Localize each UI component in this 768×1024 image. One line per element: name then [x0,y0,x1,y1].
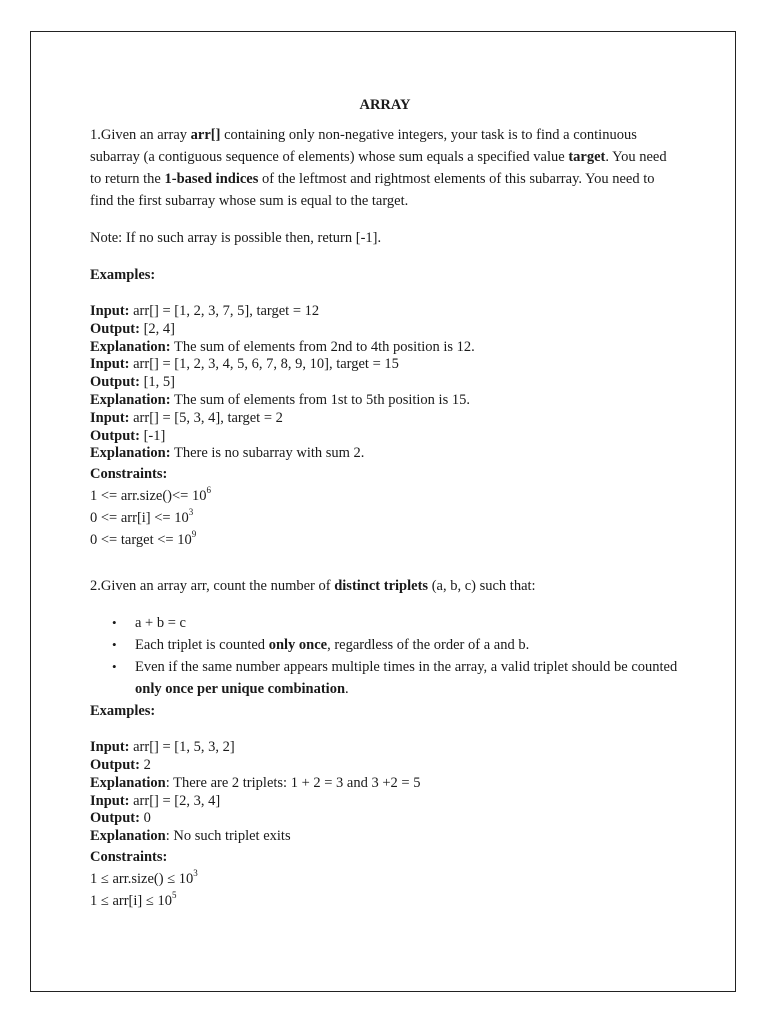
q1-constraints-heading-text: Constraints: [90,466,168,483]
example-label: Output: [90,374,140,391]
example-label: Output: [90,756,140,773]
constraint-text: 1 ≤ arr.size() ≤ 10 [90,870,194,887]
bullet-icon: • [112,637,117,653]
example-label: Input: [90,739,130,756]
q2-statement [90,575,680,597]
constraint-line [90,868,680,890]
q1-text-1: 1.Given an array [90,127,191,143]
example-line [90,445,680,463]
example-line [90,410,680,428]
example-line [90,428,680,446]
example-line [90,374,680,392]
q1-statement [90,124,680,212]
q1-note: Note: If no such array is possible then, return [-1]. [90,230,382,246]
document-body [90,96,680,912]
constraint-exponent: 6 [206,485,211,496]
example-text: 2 [139,756,151,773]
constraint-text: 1 <= arr.size()<= 10 [90,488,207,505]
bullet-bold: only once per unique combination [135,681,346,698]
list-item [90,656,680,700]
example-label: Output: [90,810,140,827]
example-label: Explanation [90,774,166,791]
example-text: arr[] = [5, 3, 4], target = 2 [129,409,283,426]
constraint-text: 0 <= target <= 10 [90,532,192,549]
bullet-icon: • [112,659,117,675]
bullet-bold: only once [268,637,328,654]
constraint-exponent: 5 [171,890,177,901]
q2-examples [90,739,680,846]
example-text: The sum of elements from 2nd to 4th position is 12. [170,338,475,355]
example-line [90,775,680,793]
example-text: [1, 5] [139,374,176,391]
example-text: [2, 4] [139,320,176,337]
q2-text-2: (a, b, c) such that: [428,578,536,595]
q2-examples-heading [90,700,680,722]
example-label: Explanation [90,828,166,845]
q1-bold-arr: arr[] [190,127,221,143]
example-label: Output: [90,320,140,337]
q2-bold-distinct: distinct triplets [334,578,429,595]
example-line [90,739,680,757]
example-label: Output: [90,427,140,444]
example-text: 0 [139,810,151,827]
example-label: Input: [90,356,130,373]
constraint-exponent: 3 [188,507,194,518]
example-line [90,828,680,846]
q1-examples-heading-text: Examples: [90,267,156,283]
example-label: Explanation: [90,338,171,355]
example-text: There is no subarray with sum 2. [170,445,365,462]
constraint-exponent: 9 [191,529,197,540]
example-text: : No such triplet exits [165,828,291,845]
constraint-line [90,529,680,551]
q1-text-3: . You need to return the [90,149,667,187]
list-item [90,612,680,634]
example-line [90,339,680,357]
example-label: Explanation: [90,391,171,408]
q1-examples-heading [90,264,680,286]
bullet-text: a + b = c [135,615,186,632]
q2-constraints [90,868,680,912]
constraint-line [90,507,680,529]
q2-constraints-heading [90,846,680,868]
q1-examples [90,303,680,463]
page-title: ARRAY [359,97,411,113]
constraint-line [90,485,680,507]
example-text: The sum of elements from 1st to 5th position is 15. [170,391,470,408]
example-line [90,757,680,775]
q1-text-2: containing only non-negative integers, your task is to find a continuous subarray (a contiguous sequence of elements) whose sum equals a specified value [90,127,637,165]
example-text: arr[] = [1, 5, 3, 2] [129,739,235,756]
q1-bold-indices: 1-based indices [164,171,259,187]
q2-bullet-list [90,612,680,700]
example-text: arr[] = [2, 3, 4] [129,792,221,809]
q1-constraints-heading [90,463,680,485]
q2-examples-heading-text: Examples: [90,703,156,720]
bullet-text: Even if the same number appears multiple times in the array, a valid triplet should be counted [135,659,678,676]
example-line [90,793,680,811]
example-label: Input: [90,303,130,319]
example-label: Input: [90,409,130,426]
example-label: Input: [90,792,130,809]
example-line [90,321,680,339]
bullet-text: . [345,681,349,698]
constraint-line [90,890,680,912]
q1-constraints [90,485,680,551]
example-line [90,303,680,321]
example-text: arr[] = [1, 2, 3, 4, 5, 6, 7, 8, 9, 10], target = 15 [129,356,399,373]
constraint-exponent: 3 [193,868,198,879]
example-label: Explanation: [90,445,171,462]
q2-constraints-heading-text: Constraints: [90,848,168,865]
list-item [90,634,680,656]
q1-bold-target: target [568,149,606,165]
q2-text-1: 2.Given an array arr, count the number of [90,578,335,595]
example-line [90,356,680,374]
bullet-text: Each triplet is counted [135,637,269,654]
example-text: arr[] = [1, 2, 3, 7, 5], target = 12 [129,303,320,319]
example-text: [-1] [139,427,166,444]
example-text: : There are 2 triplets: 1 + 2 = 3 and 3 +2 = 5 [165,774,421,791]
bullet-icon: • [112,615,117,631]
example-line [90,392,680,410]
q1-text-4: of the leftmost and rightmost elements of this subarray. You need to find the first subarray whose sum is equal to the target. [90,171,655,209]
constraint-text: 0 <= arr[i] <= 10 [90,510,189,527]
bullet-text: , regardless of the order of a and b. [327,637,530,654]
constraint-text: 1 ≤ arr[i] ≤ 10 [90,892,172,909]
example-line [90,810,680,828]
